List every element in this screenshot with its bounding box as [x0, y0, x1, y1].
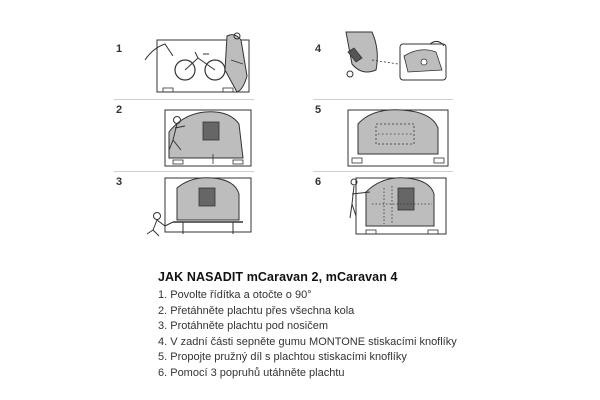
bike-carrier-cover-start-icon [143, 30, 255, 96]
step-number-6: 6 [315, 176, 322, 188]
step-2-illustration [143, 104, 255, 170]
step-5-illustration [342, 104, 454, 170]
instructions-title: JAK NASADIT mCaravan 2, mCaravan 4 [158, 270, 398, 284]
step-number-3: 3 [116, 176, 123, 188]
step-4-illustration [342, 30, 454, 96]
step-number-5: 5 [315, 104, 322, 116]
instruction-item: 4. V zadní části sepněte gumu MONTONE stiskacími knoflíky [158, 335, 457, 348]
step-3-illustration [143, 174, 255, 240]
straps-tightening-icon [342, 174, 454, 240]
divider-right-1 [313, 99, 453, 100]
instruction-item: 3. Protáhněte plachtu pod nosičem [158, 320, 329, 333]
divider-left-1 [114, 99, 254, 100]
step-number-1: 1 [116, 43, 123, 55]
elastic-panel-snaps-icon [342, 104, 454, 170]
instruction-item: 2. Přetáhněte plachtu přes všechna kola [158, 304, 355, 317]
instruction-item: 1. Povolte řídítka a otočte o 90° [158, 289, 312, 301]
rubber-snap-buttons-icon [342, 30, 454, 96]
divider-left-2 [114, 171, 254, 172]
instruction-item: 5. Propojte pružný díl s plachtou stiskacími knoflíky [158, 351, 407, 364]
instructions-list [158, 288, 578, 382]
divider-right-2 [313, 171, 453, 172]
cover-over-wheels-icon [143, 104, 255, 170]
step-1-illustration [143, 30, 255, 96]
instruction-item: 6. Pomocí 3 popruhů utáhněte plachtu [158, 366, 345, 379]
cover-under-carrier-icon [143, 174, 255, 240]
step-6-illustration [342, 174, 454, 240]
step-number-4: 4 [315, 43, 322, 55]
step-number-2: 2 [116, 104, 123, 116]
instructions-block [158, 270, 578, 382]
